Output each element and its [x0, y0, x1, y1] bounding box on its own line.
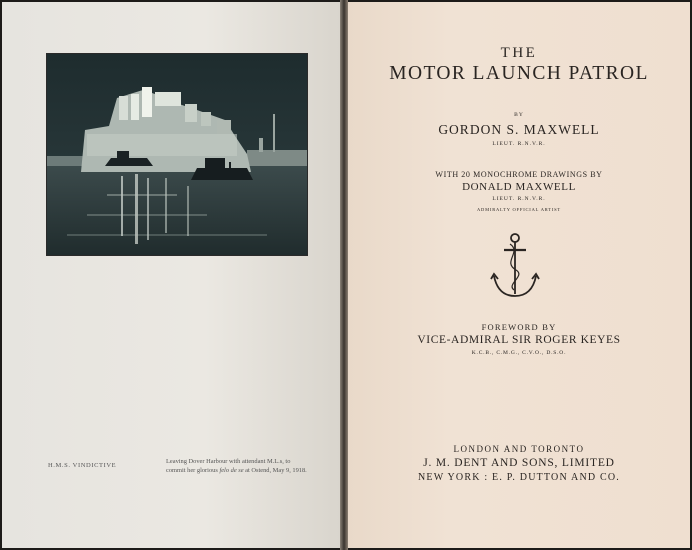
illustrator-name: DONALD MAXWELL [462, 181, 576, 193]
book-gutter [340, 0, 348, 550]
book-title: MOTOR LAUNCH PATROL [389, 63, 649, 84]
illustrations-line: WITH 20 MONOCHROME DRAWINGS BY [435, 170, 603, 179]
foreword-author: VICE-ADMIRAL SIR ROGER KEYES [417, 334, 621, 346]
illustrator-rank: LIEUT. R.N.V.R. [492, 196, 546, 202]
by-label: BY [514, 112, 524, 118]
foreword-honours: K.C.B., C.M.G., C.V.O., D.S.O. [471, 350, 567, 356]
illustrator-role: ADMIRALTY OFFICIAL ARTIST [477, 207, 561, 212]
frontispiece-illustration [46, 53, 308, 256]
author-rank: LIEUT. R.N.V.R. [492, 141, 546, 147]
publisher-new-york: NEW YORK : E. P. DUTTON AND CO. [417, 472, 621, 483]
foreword-label: FOREWORD BY [481, 322, 557, 332]
author-name: GORDON S. MAXWELL [438, 122, 600, 137]
anchor-icon [488, 232, 542, 302]
frontispiece-caption-text [166, 457, 316, 475]
caption-line-1: Leaving Dover Harbour with attendant M.L.s, to [166, 458, 291, 465]
publisher-name: J. M. DENT AND SONS, LIMITED [423, 457, 615, 469]
caption-line-2a: commit her glorious [166, 467, 220, 474]
title-article: THE [500, 45, 538, 61]
publication-place: LONDON AND TORONTO [453, 444, 585, 454]
caption-line-2c: at Ostend, May 9, 1918. [243, 467, 307, 474]
frontispiece-caption-title: H.M.S. VINDICTIVE [48, 462, 117, 469]
caption-line-2b: felo de se [219, 467, 244, 474]
